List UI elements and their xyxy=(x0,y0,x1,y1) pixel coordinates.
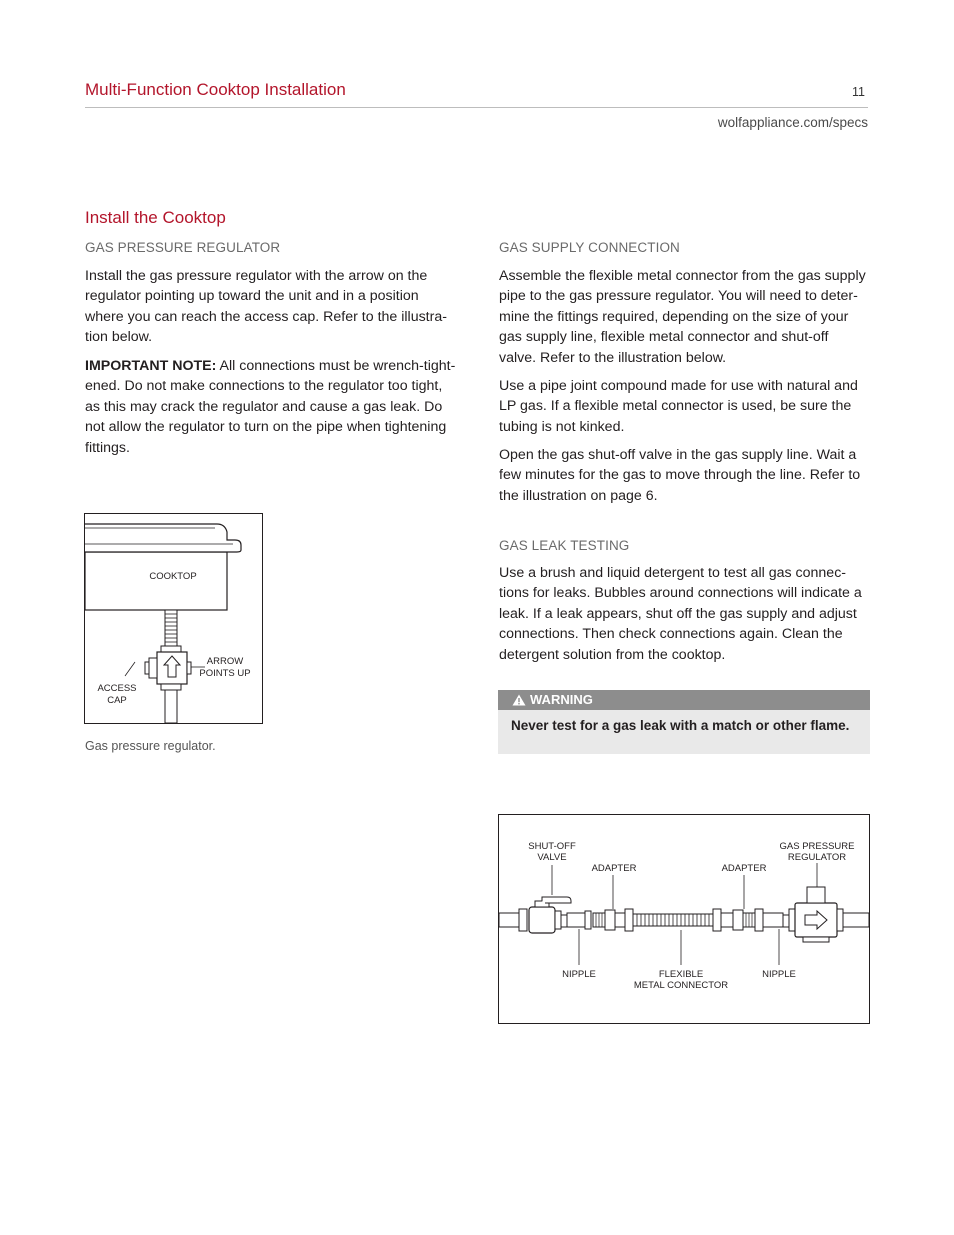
upper-flex-pipe xyxy=(165,610,177,646)
warning-bar xyxy=(498,690,870,710)
supply-paragraph-1: Assemble the flexible metal connector from the gas supply pipe to the gas pressure regulator. You will need to deter- mine the fittings required, depending on the size of your gas supply line, flexible metal connector and shut-off valve. Refer to the illustration below. xyxy=(499,268,866,366)
page-number: 11 xyxy=(852,85,865,99)
warning-triangle-icon xyxy=(512,694,526,706)
supply-paragraph-3: Open the gas shut-off valve in the gas supply line. Wait a few minutes for the gas to move through the line. Refer to the illustration on page 6. xyxy=(499,447,861,504)
flex-label-line2: METAL CONNECTOR xyxy=(633,980,729,991)
warning-label: WARNING xyxy=(530,692,593,707)
regulator-paragraph: Install the gas pressure regulator with the arrow on the regulator pointing up toward the unit and in a position where you can reach the access cap. Refer to the illustra- tion below. xyxy=(85,268,447,346)
nipple-left-label: NIPPLE xyxy=(562,969,596,980)
shutoff-label-line2: VALVE xyxy=(537,852,567,863)
adapter-left-label: ADAPTER xyxy=(591,863,637,874)
cooktop-label: COOKTOP xyxy=(149,571,197,582)
nipple-right-label: NIPPLE xyxy=(762,969,796,980)
leak-paragraph: Use a brush and liquid detergent to test all gas connec- tions for leaks. Bubbles around connections will indicate a leak. If a leak appears, shut off the gas supply and adjust connections. Then check connections again. Clean the detergent solution from the cooktop. xyxy=(499,565,862,663)
access-label-line1: ACCESS xyxy=(97,683,137,694)
access-label-line2: CAP xyxy=(107,695,127,706)
supply-pipe xyxy=(499,913,521,927)
arrow-label-line2: POINTS UP xyxy=(199,668,251,679)
nipple-left xyxy=(561,915,567,927)
adapter-left xyxy=(593,909,633,931)
nipple-right xyxy=(763,913,783,927)
site-url: wolfappliance.com/specs xyxy=(717,115,868,130)
flexible-connector xyxy=(633,909,721,931)
header-title: Multi-Function Cooktop Installation xyxy=(85,80,346,99)
regulator-illustration xyxy=(85,514,262,723)
section-title: Install the Cooktop xyxy=(85,208,226,227)
regulator-label-line2: REGULATOR xyxy=(787,852,847,863)
regulator-label-line1: GAS PRESSURE xyxy=(779,841,855,852)
lower-pipe xyxy=(165,690,177,723)
arrow-label-line1: ARROW xyxy=(206,656,244,667)
flex-label-line1: FLEXIBLE xyxy=(658,969,704,980)
regulator-body xyxy=(145,646,191,690)
gas-pressure-regulator xyxy=(789,887,843,942)
shutoff-label-line1: SHUT-OFF xyxy=(528,841,576,852)
adapter-right xyxy=(721,909,763,931)
leak-heading: GAS LEAK TESTING xyxy=(499,538,630,553)
supply-paragraph-2: Use a pipe joint compound made for use with natural and LP gas. If a flexible metal connector is used, be sure the tubing is not kinked. xyxy=(499,378,858,435)
important-label: IMPORTANT NOTE: xyxy=(85,358,217,374)
connector-figure xyxy=(498,814,870,1024)
important-note-paragraph: IMPORTANT NOTE: All connections must be wrench-tight- ened. Do not make connections to the regulator too tight, as this may crack the regulator and cause a gas leak. Do not allow the regulator to turn on the pipe when tightening fittings. xyxy=(85,358,456,456)
warning-box xyxy=(498,690,870,754)
access-cap xyxy=(149,658,157,678)
regulator-figure xyxy=(84,513,263,724)
adapter-right-label: ADAPTER xyxy=(721,863,767,874)
figure-caption: Gas pressure regulator. xyxy=(85,739,216,753)
connector-illustration xyxy=(499,815,869,1023)
outlet-pipe xyxy=(843,913,869,927)
supply-heading: GAS SUPPLY CONNECTION xyxy=(499,240,680,255)
regulator-heading: GAS PRESSURE REGULATOR xyxy=(85,240,281,255)
warning-text: Never test for a gas leak with a match or other flame. xyxy=(511,718,850,733)
header-divider xyxy=(85,107,868,108)
